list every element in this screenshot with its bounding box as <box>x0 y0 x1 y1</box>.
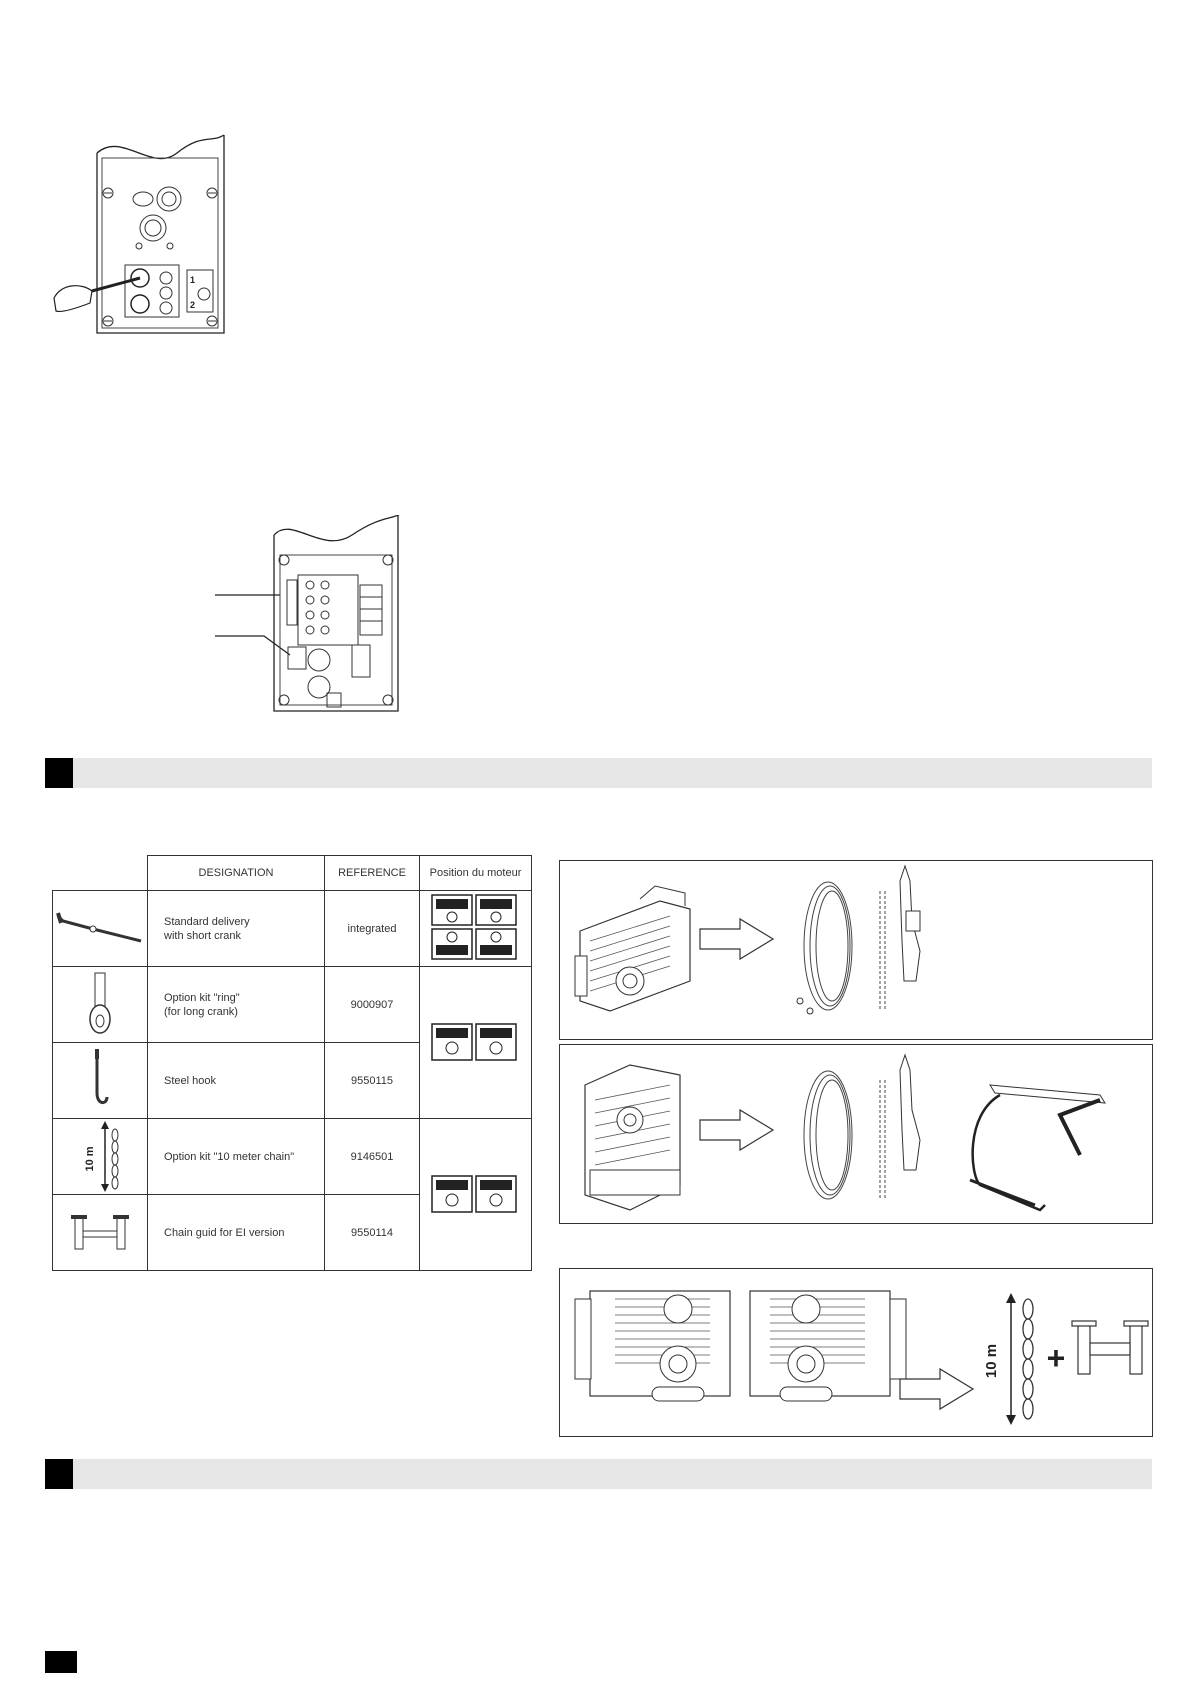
section-marker <box>45 758 73 788</box>
section-marker <box>45 1459 73 1489</box>
steel-hook-icon <box>53 1043 148 1119</box>
motor-position-4-icon <box>420 891 532 967</box>
control-box-drawing <box>52 133 232 338</box>
section-bar-accessories <box>45 758 1152 788</box>
designation-cell: Option kit "10 meter chain" <box>148 1119 325 1195</box>
chain-guide-icon <box>53 1195 148 1271</box>
terminal-box-figure <box>212 515 412 715</box>
control-box-figure <box>52 133 232 338</box>
designation-cell: Steel hook <box>148 1043 325 1119</box>
table-row <box>53 891 532 967</box>
reference-cell: 9550115 <box>325 1043 420 1119</box>
kit-panel-chain <box>559 1268 1153 1437</box>
designation-cell: Standard delivery with short crank <box>148 891 325 967</box>
kit-panel-chain-drawing <box>560 1269 1152 1436</box>
header-reference: REFERENCE <box>325 856 420 891</box>
kit-panel-standard <box>559 860 1153 1040</box>
terminal-box-drawing <box>212 515 412 715</box>
chain-10m-icon <box>53 1119 148 1195</box>
kit-panel-long-crank-drawing <box>560 1045 1152 1223</box>
chain-length-label: 10 m <box>983 1343 1000 1379</box>
kit-panel-standard-drawing <box>560 861 1152 1039</box>
reference-cell: 9000907 <box>325 967 420 1043</box>
accessories-table <box>52 855 532 1271</box>
ring-eyelet-icon <box>53 967 148 1043</box>
reference-cell: integrated <box>325 891 420 967</box>
table-row <box>53 967 532 1043</box>
header-designation: DESIGNATION <box>148 856 325 891</box>
table-row <box>53 1119 532 1195</box>
svg-text:2: 2 <box>190 300 196 310</box>
header-position: Position du moteur <box>420 856 532 891</box>
designation-cell: Option kit "ring" (for long crank) <box>148 967 325 1043</box>
svg-text:10 m: 10 m <box>84 1146 96 1172</box>
page-number-block <box>45 1651 77 1673</box>
svg-text:1: 1 <box>190 275 196 285</box>
designation-cell: Chain guid for EI version <box>148 1195 325 1271</box>
motor-position-2b-icon <box>420 1119 532 1271</box>
short-crank-icon <box>53 891 148 967</box>
kit-panel-long-crank <box>559 1044 1153 1224</box>
section-bar-next <box>45 1459 1152 1489</box>
plus-sign: + <box>1046 1340 1066 1376</box>
reference-cell: 9146501 <box>325 1119 420 1195</box>
reference-cell: 9550114 <box>325 1195 420 1271</box>
motor-position-2a-icon <box>420 967 532 1119</box>
